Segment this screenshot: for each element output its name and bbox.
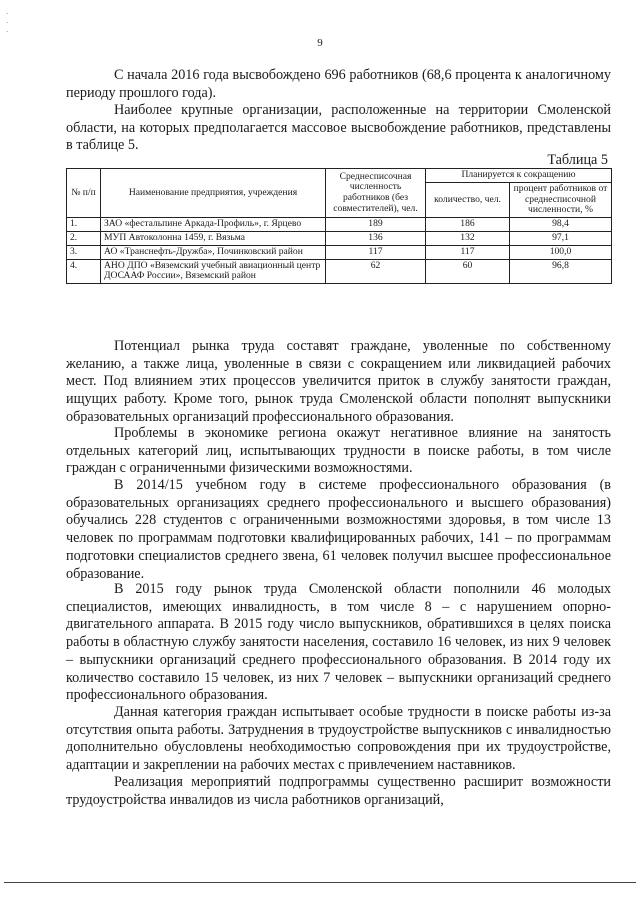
paragraph-4: Проблемы в экономике региона окажут негативное влияние на занятость отдельных категорий лиц, испытывающих трудности в поиске работы, в том числе граждан с ограниченными физическими возможностями.	[66, 425, 611, 477]
row-num: 3.	[67, 245, 101, 259]
paragraph-8: Реализация мероприятий подпрограммы существенно расширит возможности трудоустройства инвалидов из числа работников организаций,	[66, 774, 611, 808]
header-quantity: количество, чел.	[426, 182, 510, 217]
margin-scan-mark: · · ·	[6, 10, 9, 36]
row-headcount: 189	[326, 218, 426, 232]
paragraph-3: Потенциал рынка труда составят граждане, уволенные по собственному желанию, а также лица, уволенные в связи с сокращением или ликвидацией рабочих мест. Под влиянием этих процессов увеличится приток в службу занятости граждан, ищущих работу. Кроме того, рынок труда Смоленской области пополнят выпускники образовательных организаций профессионального образования.	[66, 338, 611, 425]
row-percent: 97,1	[510, 231, 612, 245]
table-row	[67, 231, 612, 245]
row-quantity: 186	[426, 218, 510, 232]
row-percent: 98,4	[510, 218, 612, 232]
scan-bottom-edge	[4, 882, 636, 883]
table-row	[67, 245, 612, 259]
row-quantity: 132	[426, 231, 510, 245]
table-header-row	[67, 169, 612, 183]
row-headcount: 62	[326, 259, 426, 284]
header-name: Наименование предприятия, учреждения	[101, 169, 326, 218]
row-name: АНО ДПО «Вяземский учебный авиационный центр ДОСААФ России», Вяземский район	[101, 259, 326, 284]
paragraph-6: В 2015 году рынок труда Смоленской области пополнили 46 молодых специалистов, имеющих инвалидность, в том числе 8 – с нарушением опорно-двигательного аппарата. В 2015 году число выпускников, обратившихся в целях поиска работы в областную службу занятости населения, составило 16 человек, из них 9 человек – выпускники организаций среднего профессионального образования. В 2014 году их количество составило 15 человек, из них 7 человек – выпускники организаций среднего профессионального образования.	[66, 581, 611, 704]
layoffs-table	[66, 168, 612, 284]
header-planned: Планируется к сокращению	[426, 169, 612, 183]
paragraph-5: В 2014/15 учебном году в системе профессионального образования (в образовательных организациях среднего профессионального и высшего образования) обучались 228 студентов с ограниченными возможностями здоровья, в том числе 13 человек по программам подготовки квалифицированных рабочих, 141 – по программам подготовки специалистов среднего звена, 61 человек получил высшее профессиональное образование.	[66, 477, 611, 582]
header-num: № п/п	[67, 169, 101, 218]
row-quantity: 60	[426, 259, 510, 284]
row-headcount: 117	[326, 245, 426, 259]
paragraph-1: С начала 2016 года высвобождено 696 работников (68,6 процента к аналогичному периоду прошлого года).	[66, 67, 611, 101]
row-name: ЗАО «фестальпине Аркада-Профиль», г. Ярцево	[101, 218, 326, 232]
row-num: 2.	[67, 231, 101, 245]
row-headcount: 136	[326, 231, 426, 245]
table-row	[67, 259, 612, 284]
row-name: МУП Автоколонна 1459, г. Вязьма	[101, 231, 326, 245]
row-num: 4.	[67, 259, 101, 284]
paragraph-2: Наиболее крупные организации, расположенные на территории Смоленской области, на которых предполагается массовое высвобождение работников, представлены в таблице 5.	[66, 102, 611, 154]
header-headcount: Среднесписочная численность работников (без совместителей), чел.	[326, 169, 426, 218]
row-name: АО «Транснефть-Дружба», Починковский район	[101, 245, 326, 259]
row-percent: 96,8	[510, 259, 612, 284]
row-num: 1.	[67, 218, 101, 232]
row-quantity: 117	[426, 245, 510, 259]
page-number: 9	[317, 37, 323, 49]
row-percent: 100,0	[510, 245, 612, 259]
header-percent: процент работников от среднесписочной численности, %	[510, 182, 612, 217]
table-caption: Таблица 5	[547, 152, 608, 168]
table-row	[67, 218, 612, 232]
paragraph-7: Данная категория граждан испытывает особые трудности в поиске работы из-за отсутствия опыта работы. Затруднения в трудоустройстве выпускников с инвалидностью дополнительно обусловлены необходимостью сопровождения при их трудоустройстве, адаптации и закреплении на рабочих местах с привлечением наставников.	[66, 704, 611, 774]
